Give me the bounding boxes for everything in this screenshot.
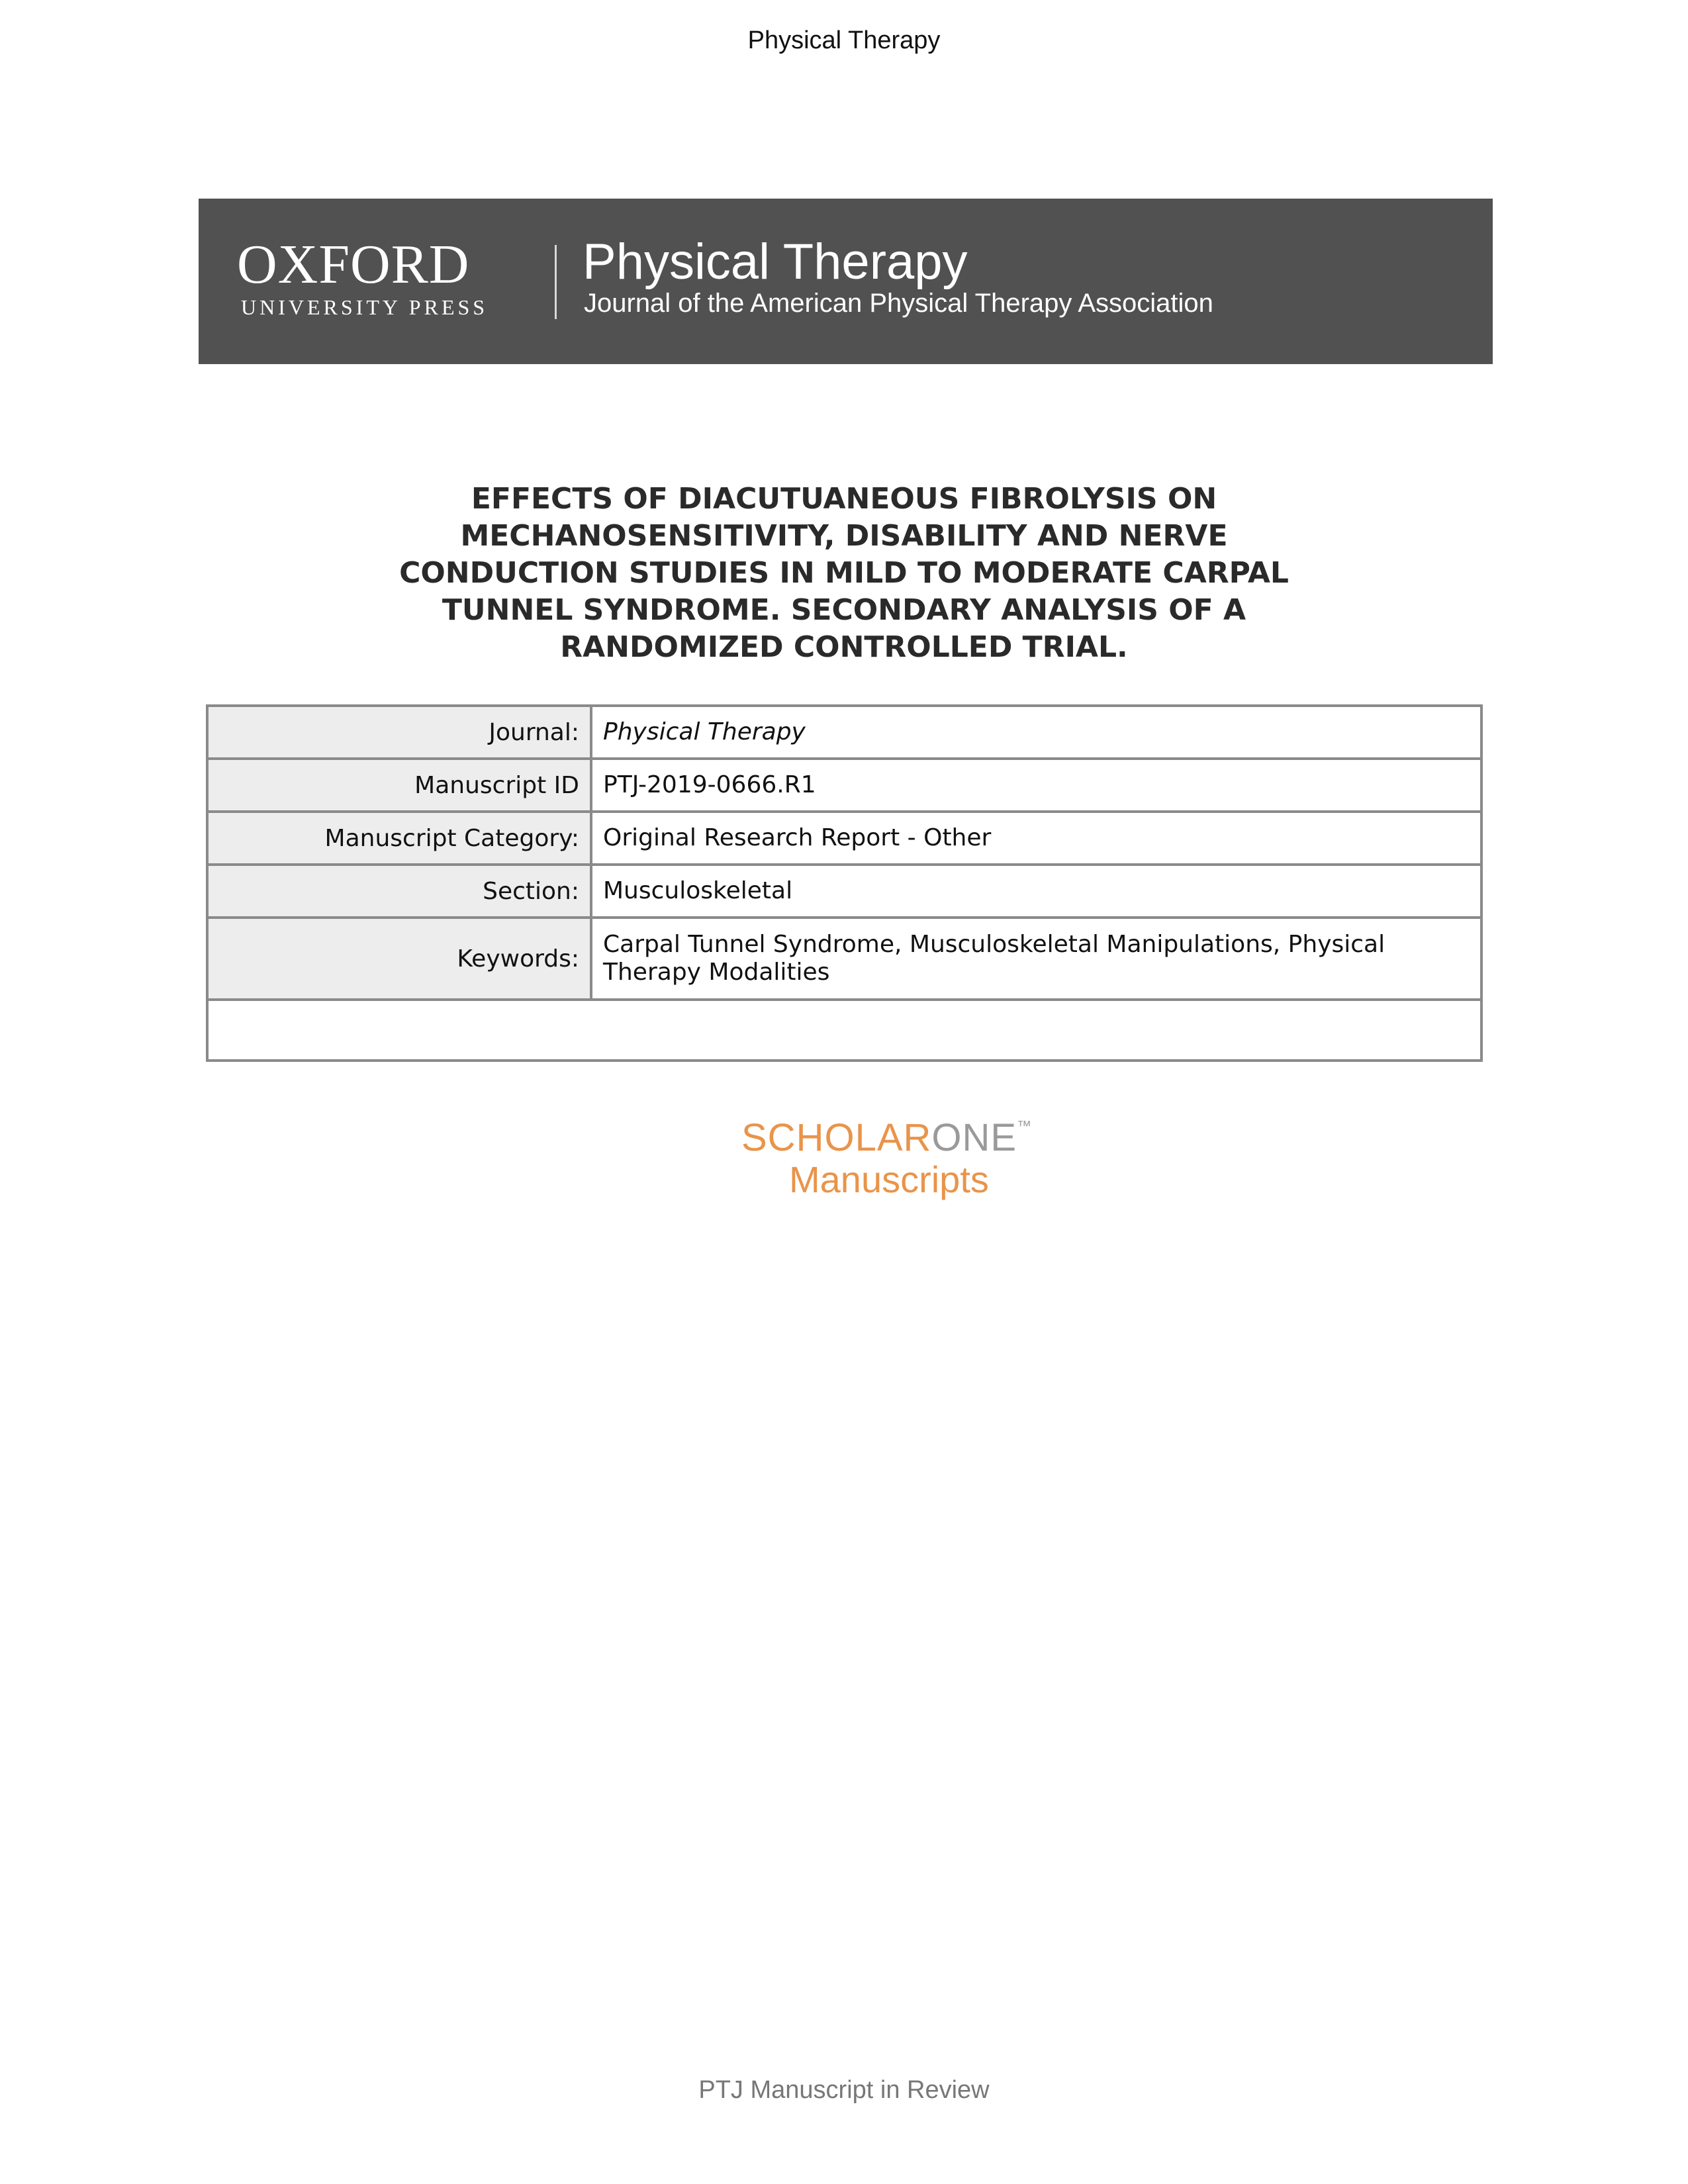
metadata-row-category xyxy=(207,812,1481,865)
banner-journal-title: Physical Therapy xyxy=(583,234,968,290)
metadata-row-manuscript-id xyxy=(207,759,1481,812)
section-value: Musculoskeletal xyxy=(591,865,1481,918)
journal-value: Physical Therapy xyxy=(591,706,1481,759)
publisher-logo-name: OXFORD xyxy=(237,234,470,295)
keywords-line: Therapy Modalities xyxy=(603,959,830,986)
trademark-symbol: ™ xyxy=(1017,1117,1033,1134)
scholarone-wordmark xyxy=(741,1116,1033,1159)
keywords-value xyxy=(591,918,1481,1000)
paper-title-line: MECHANOSENSITIVITY, DISABILITY AND NERVE xyxy=(460,519,1228,553)
paper-title-line: CONDUCTION STUDIES IN MILD TO MODERATE CARPAL xyxy=(399,556,1289,590)
metadata-row-journal xyxy=(207,706,1481,759)
metadata-row-keywords xyxy=(207,918,1481,1000)
category-value: Original Research Report - Other xyxy=(591,812,1481,865)
journal-label: Journal: xyxy=(207,706,591,759)
paper-title-line: EFFECTS OF DIACUTUANEOUS FIBROLYSIS ON xyxy=(471,482,1217,516)
banner-journal-subtitle: Journal of the American Physical Therapy Association xyxy=(584,289,1213,318)
manuscript-id-label: Manuscript ID xyxy=(207,759,591,812)
keywords-label: Keywords: xyxy=(207,918,591,1000)
paper-title-line: RANDOMIZED CONTROLLED TRIAL. xyxy=(560,630,1128,664)
scholarone-manuscripts-text: Manuscripts xyxy=(789,1159,989,1200)
keywords-line: Carpal Tunnel Syndrome, Musculoskeletal Manipulations, Physical xyxy=(603,931,1385,958)
metadata-row-empty xyxy=(207,1000,1481,1061)
journal-banner xyxy=(199,199,1493,364)
paper-title xyxy=(0,481,1688,666)
metadata-row-section xyxy=(207,865,1481,918)
manuscript-id-value: PTJ-2019-0666.R1 xyxy=(591,759,1481,812)
publisher-logo-subtitle: UNIVERSITY PRESS xyxy=(241,295,489,319)
banner-divider xyxy=(555,245,557,319)
running-footer: PTJ Manuscript in Review xyxy=(698,2076,990,2104)
section-label: Section: xyxy=(207,865,591,918)
scholarone-logo xyxy=(741,1116,1033,1200)
scholarone-wordmark-part2: ONE xyxy=(931,1116,1017,1159)
scholarone-wordmark-part1: SCHOLAR xyxy=(741,1116,932,1159)
empty-cell xyxy=(207,1000,1481,1061)
paper-title-line: TUNNEL SYNDROME. SECONDARY ANALYSIS OF A xyxy=(442,593,1246,627)
manuscript-metadata-table xyxy=(206,704,1483,1062)
category-label: Manuscript Category: xyxy=(207,812,591,865)
running-header: Physical Therapy xyxy=(747,26,941,54)
